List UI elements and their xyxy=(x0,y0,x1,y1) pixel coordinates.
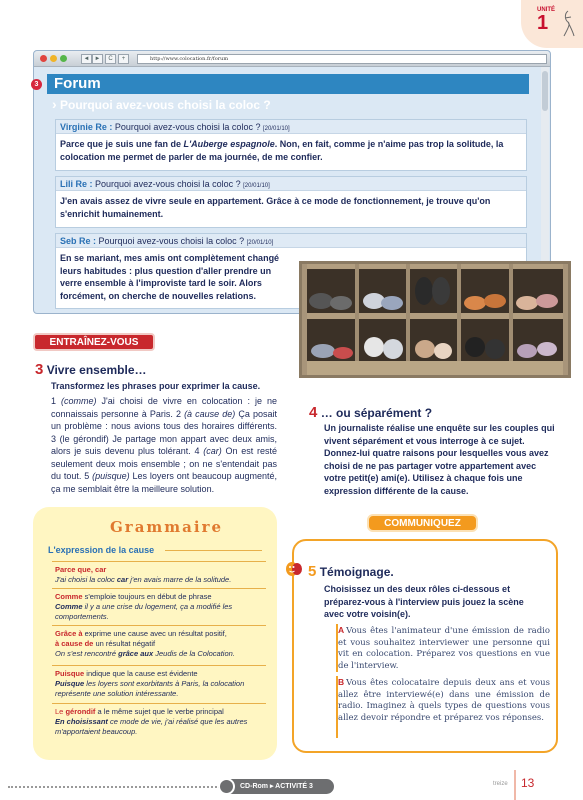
page-number: 13 xyxy=(521,776,535,790)
entrainez-vous-tag: ENTRAÎNEZ-VOUS xyxy=(33,333,155,351)
close-dot-icon[interactable] xyxy=(40,55,47,62)
shoe-rack-photo xyxy=(299,261,571,378)
post-header xyxy=(56,234,526,248)
grammar-item: Parce que, car J'ai choisi la coloc car j'en avais marre de la solitude. xyxy=(52,561,266,588)
post-header xyxy=(56,120,526,134)
divider xyxy=(514,770,516,800)
chevron-right-icon: › xyxy=(52,96,57,112)
browser-toolbar xyxy=(34,51,550,67)
minimize-dot-icon[interactable] xyxy=(50,55,57,62)
grammar-title: Grammaire xyxy=(110,518,224,536)
grammar-subtitle: L'expression de la cause xyxy=(48,545,155,555)
forward-button[interactable]: ► xyxy=(92,54,103,64)
maximize-dot-icon[interactable] xyxy=(60,55,67,62)
post-header xyxy=(56,177,526,191)
exercise-3-instruction: Transformez les phrases pour exprimer la cause. xyxy=(51,381,261,391)
unit-number: 1 xyxy=(537,12,549,34)
unit-tab xyxy=(521,0,583,48)
exercise-3-text: 1 (comme) J'ai choisi de vivre en colocation : je ne connaissais personne à Paris. 2 (à cause de) Ça posait un problème : nous avions tous des horaires différents. 3 (le gérondif) Je partage mon appart avec deux amis, alors je suis devenu plus tolérant. 4 (car) On est resté seulement deux mois ensemble ; on ne s'entendait pas du tout. 5 (puisque) Les loyers ont beaucoup augmenté, ça me semblait être la meilleure solution. xyxy=(51,396,277,494)
post-body: En se mariant, mes amis ont complètement changé leurs habitudes : plus question d'aller prendre un verre ensemble à l'improviste tard le soir. Alors forcément, on cherche de nouvelles relations. xyxy=(60,253,280,301)
activity-badge-3: 3 xyxy=(31,79,42,90)
reload-button[interactable]: C xyxy=(105,54,116,64)
role-a: A Vous êtes l'animateur d'une émission de radio et vous souhaitez interviewer une personne qui vit en colocation. Préparez vos questions en vue de l'interview. xyxy=(338,625,550,671)
grammar-item: Comme s'emploie toujours en début de phrase Comme il y a une crise du logement, ça a modifié les comportements. xyxy=(52,588,266,625)
address-bar[interactable]: http://www.colocation.fr/forum xyxy=(137,54,547,64)
post-subject: Pourquoi avez-vous choisi la coloc ? xyxy=(98,236,245,246)
forum-title: Forum xyxy=(54,75,101,92)
page-word: treize xyxy=(493,781,508,787)
grammar-item: Le gérondif a le même sujet que le verbe principal En choisissant ce mode de vie, j'ai réalisé que les autres m'apportaient beaucoup. xyxy=(52,703,266,743)
post-author[interactable]: Virginie Re : xyxy=(60,122,113,132)
grammar-item: Puisque indique que la cause est évidente Puisque les loyers sont exorbitants à Paris, la colocation représente une solution intéressante. xyxy=(52,665,266,703)
footer-dotted-line xyxy=(8,786,220,788)
cd-rom-link[interactable]: CD-Rom ▸ ACTIVITÉ 3 xyxy=(222,779,334,794)
post-body: Parce que je suis une fan de L'Auberge espagnole. Non, en fait, comme je n'aime pas trop la solitude, la colocation me permet de parler de ma journée, de me confier. xyxy=(60,139,504,162)
theatre-masks-icon xyxy=(285,561,303,577)
grammar-item: Grâce à exprime une cause avec un résultat positif, à cause de un résultat négatif On s'est rencontré grâce aux Jeudis de la Colocation. xyxy=(52,625,266,665)
post-date: [20/01/10] xyxy=(262,126,290,132)
figure-sketch-icon xyxy=(559,8,577,38)
role-b: B Vous êtes colocataire depuis deux ans et vous allez être interviewé(e) dans une émission de radio. Imaginez à quels types de questions vous allez devoir répondre et préparez vos réponses. xyxy=(338,677,550,723)
post-date: [20/01/10] xyxy=(243,183,270,189)
divider xyxy=(165,550,262,551)
forum-post xyxy=(55,119,527,171)
post-author[interactable]: Lili Re : xyxy=(60,179,93,189)
cd-rom-icon xyxy=(218,778,235,795)
forum-question-text: Pourquoi avez-vous choisi la coloc ? xyxy=(60,98,271,112)
forum-post xyxy=(55,176,527,228)
post-author[interactable]: Seb Re : xyxy=(60,236,97,246)
back-button[interactable]: ◄ xyxy=(81,54,92,64)
forum-header xyxy=(47,74,529,94)
post-subject: Pourquoi avez-vous choisi la coloc ? xyxy=(95,179,241,189)
post-date: [20/01/10] xyxy=(246,240,274,246)
post-subject: Pourquoi avez-vous choisi la coloc ? xyxy=(114,122,261,132)
post-body: J'en avais assez de vivre seule en appartement. Grâce à ce mode de fonctionnement, je trouve qu'on s'enrichit humainement. xyxy=(60,196,491,219)
add-tab-button[interactable]: + xyxy=(118,54,129,64)
communiquez-tag: COMMUNIQUEZ xyxy=(367,514,478,532)
exercise-5-instruction: Choisissez un des deux rôles ci-dessous et préparez-vous à l'interview puis jouez la scène avec votre voisin(e). xyxy=(324,584,524,619)
scrollbar-thumb[interactable] xyxy=(542,71,548,111)
exercise-3-title: 3 Vivre ensemble… xyxy=(35,361,147,378)
forum-question xyxy=(52,96,271,112)
unit-label: UNITÉ xyxy=(537,7,555,13)
exercise-5-title: 5 Témoignage. xyxy=(308,563,394,580)
exercise-4-text: Un journaliste réalise une enquête sur les couples qui vivent séparément et vous interroge à ce sujet. Donnez-lui quatre raisons pour lesquelles vous avez choisi de ne pas partager votre appartement avec votre petit(e) ami(e). Utilisez à chaque fois une expression différente de la cause. xyxy=(324,423,555,496)
exercise-4-title: 4 … ou séparément ? xyxy=(309,404,433,421)
